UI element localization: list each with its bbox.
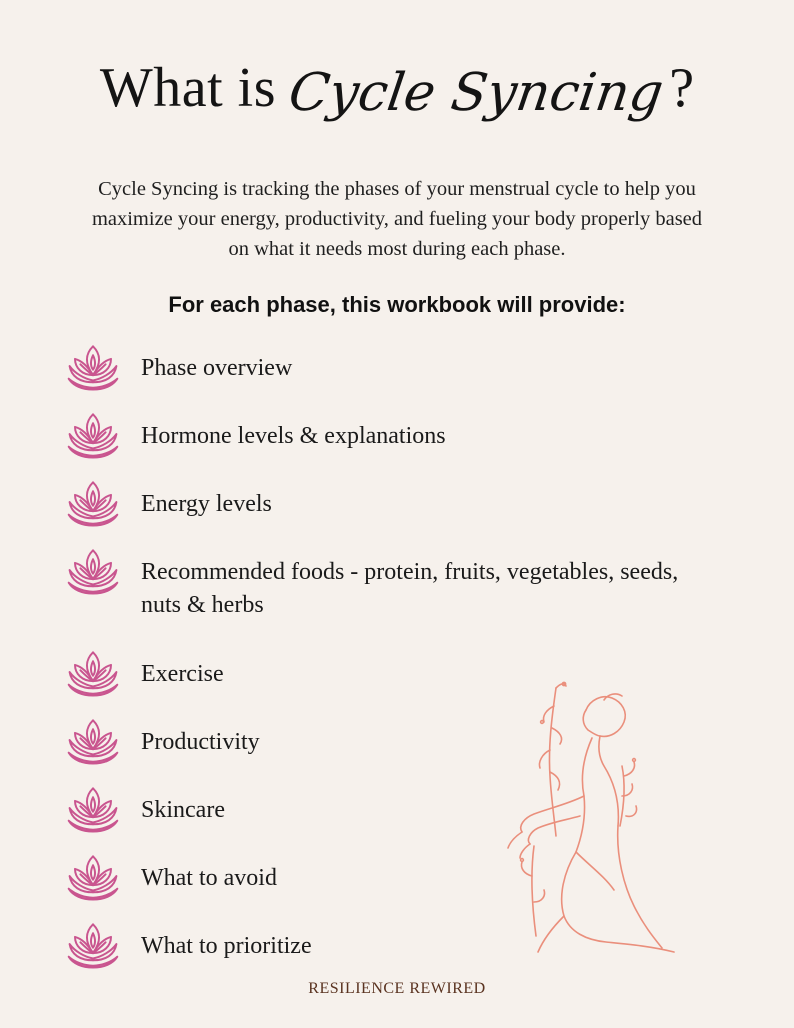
intro-paragraph: Cycle Syncing is tracking the phases of your menstrual cycle to help you maximize your energy, productivity, and fueling your body properly based on what it needs most during each phase.: [91, 178, 703, 260]
list-item-label: Energy levels: [141, 491, 272, 517]
woman-line-illustration: [494, 676, 694, 966]
lotus-icon: [66, 478, 120, 528]
page-title: [0, 56, 794, 123]
list-heading: For each phase, this workbook will provide:: [168, 292, 626, 317]
list-item: [66, 478, 726, 532]
list-item-label: Skincare: [141, 797, 225, 823]
lotus-icon: [66, 410, 120, 460]
list-item-label: Phase overview: [141, 355, 293, 381]
list-item: [66, 342, 726, 396]
list-item-label: Productivity: [141, 729, 260, 755]
list-item-label: What to prioritize: [141, 933, 312, 959]
lotus-icon: [66, 852, 120, 902]
title-script-text: Cycle Syncing: [285, 63, 667, 123]
title-question-mark: ?: [669, 57, 695, 119]
title-plain-text: What is: [99, 57, 276, 119]
brand-footer: RESILIENCE REWIRED: [308, 980, 486, 997]
list-item-label: Recommended foods - protein, fruits, vegetables, seeds, nuts & herbs: [141, 559, 679, 618]
lotus-icon: [66, 342, 120, 392]
list-item-label: Hormone levels & explanations: [141, 423, 446, 449]
lotus-icon: [66, 716, 120, 766]
lotus-icon: [66, 784, 120, 834]
list-item-label: Exercise: [141, 661, 224, 687]
lotus-icon: [66, 546, 120, 596]
list-item: [66, 546, 726, 618]
list-item: [66, 410, 726, 464]
lotus-icon: [66, 648, 120, 698]
list-item-label: What to avoid: [141, 865, 277, 891]
lotus-icon: [66, 920, 120, 970]
